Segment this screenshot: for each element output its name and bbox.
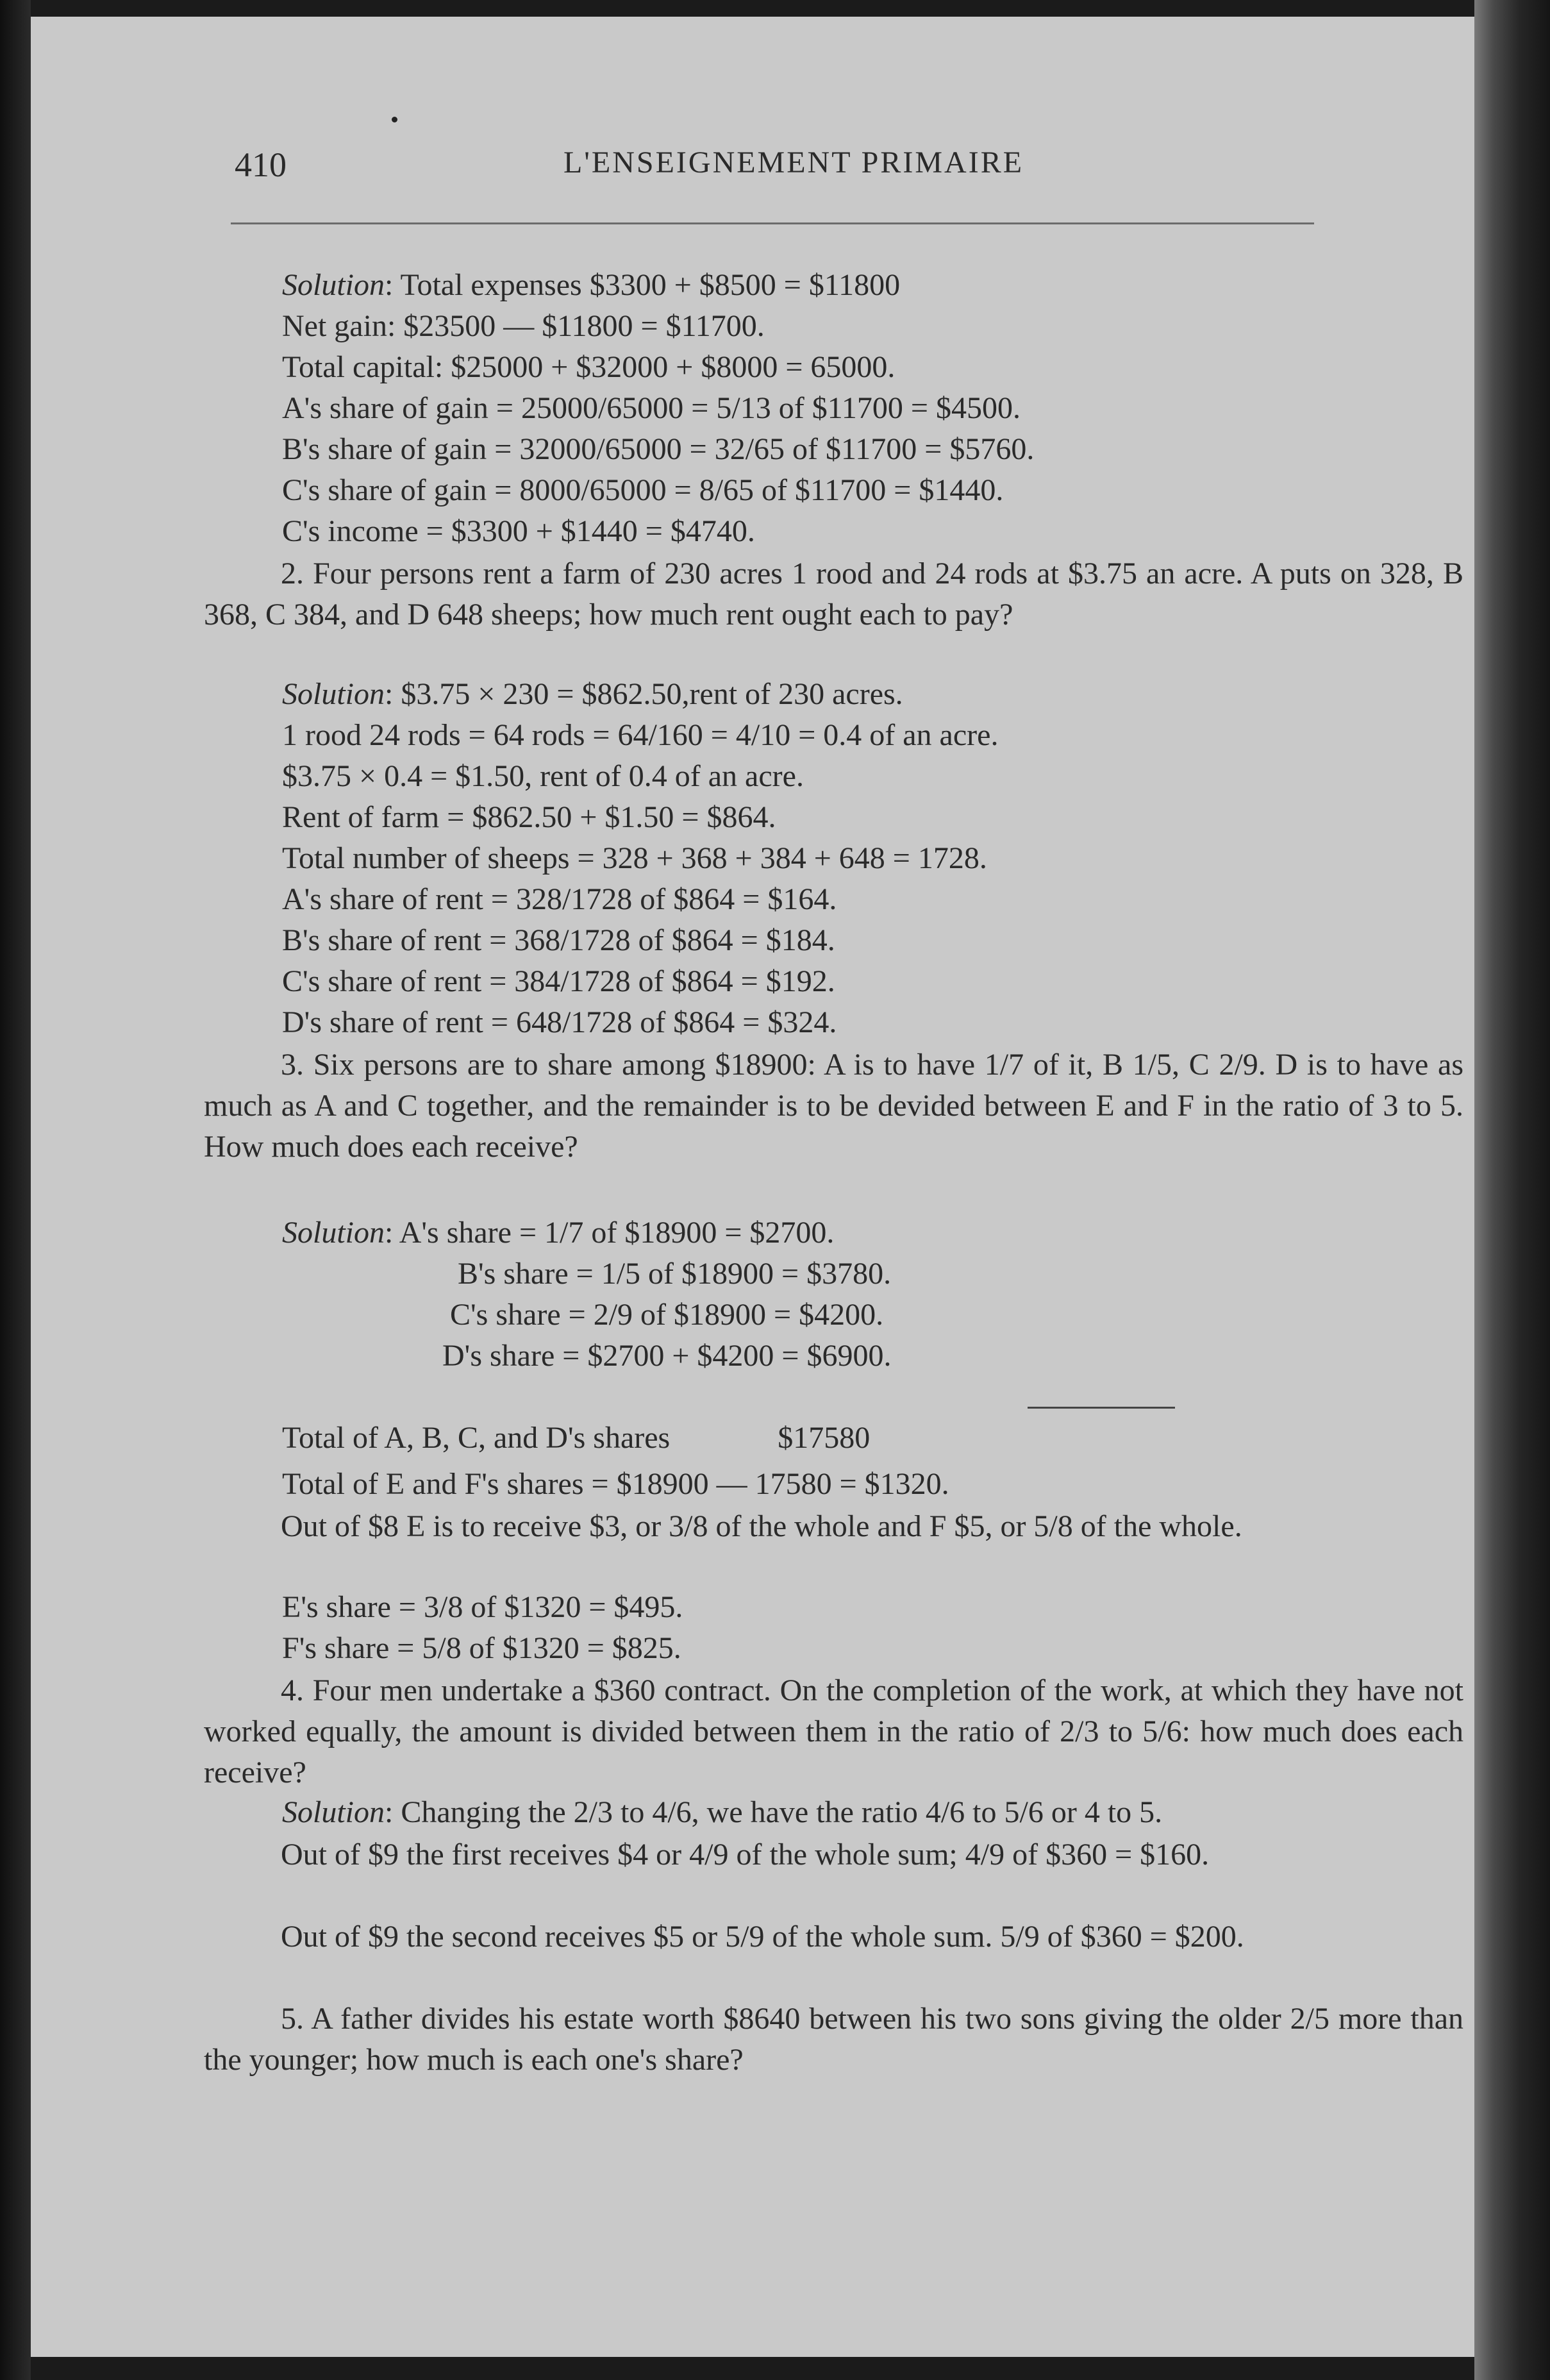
paragraph: 4. Four men undertake a $360 contract. On the completion of the work, at which they have not worked equally, the amount is divided between them in the ratio of 2/3 to 5/6: how much does each receive? [204,1673,1463,1789]
paragraph: 5. A father divides his estate worth $8640 between his two sons giving the older 2/5 more than the younger; how much is each one's share? [204,2002,1463,2077]
text-line [282,1003,837,1042]
line-text: Rent of farm = $862.50 + $1.50 = $864. [282,800,776,834]
paragraph: 2. Four persons rent a farm of 230 acres 1 rood and 24 rods at $3.75 an acre. A puts on 328, B 368, C 384, and D 648 sheeps; how much rent ought each to pay? [204,557,1463,632]
text-line [282,1419,870,1457]
solution-label: Solution [282,268,385,302]
text-line [282,266,900,305]
line-text: Total of E and F's shares = $18900 — 17580 = $1320. [282,1467,949,1501]
line-text: D's share = $2700 + $4200 = $6900. [442,1339,892,1373]
line-text: : Total expenses $3300 + $8500 = $11800 [385,268,901,302]
line-text: E's share = 3/8 of $1320 = $495. [282,1590,683,1624]
line-text: Total of A, B, C, and D's shares $17580 [282,1421,871,1455]
line-text: B's share = 1/5 of $18900 = $3780. [442,1257,892,1291]
solution-label: Solution [282,1795,385,1829]
text-line [282,962,835,1001]
scan-gutter [1474,0,1550,2380]
text-line [442,1337,891,1375]
text-line [282,389,1021,428]
text-line [282,921,835,960]
text-line [282,1214,834,1252]
text-line [282,307,765,346]
sum-rule [1028,1407,1175,1409]
ink-dot [392,117,397,122]
line-text: C's share = 2/9 of $18900 = $4200. [442,1298,884,1332]
line-text: 1 rood 24 rods = 64 rods = 64/160 = 4/10 = 0.4 of an acre. [282,718,999,752]
line-text: Net gain: $23500 — $11800 = $11700. [282,309,765,343]
page-number: 410 [235,146,287,184]
page-header [31,145,1505,196]
paragraph: Out of $9 the second receives $5 or 5/9 of the whole sum. 5/9 of $360 = $200. [281,1920,1244,1954]
paragraph: Out of $8 E is to receive $3, or 3/8 of the whole and F $5, or 5/8 of the whole. [281,1509,1242,1543]
text-line [282,716,998,755]
text-line [282,839,987,878]
line-text: D's share of rent = 648/1728 of $864 = $324. [282,1005,837,1039]
solution-label: Solution [282,677,385,711]
text-line [282,1793,1162,1832]
line-text: C's income = $3300 + $1440 = $4740. [282,514,755,548]
line-text: : A's share = 1/7 of $18900 = $2700. [385,1216,835,1250]
text-line [282,471,1003,510]
line-text: A's share of gain = 25000/65000 = 5/13 of $11700 = $4500. [282,391,1021,425]
running-title: L'ENSEIGNEMENT PRIMAIRE [563,146,1024,180]
text-line [282,1465,949,1504]
line-text: A's share of rent = 328/1728 of $864 = $164. [282,882,837,916]
text-line [282,430,1034,469]
paragraph: Out of $9 the first receives $4 or 4/9 of the whole sum; 4/9 of $360 = $160. [281,1838,1210,1872]
line-text: B's share of gain = 32000/65000 = 32/65 of $11700 = $5760. [282,432,1035,466]
text-line [282,675,903,714]
line-text: : $3.75 × 230 = $862.50,rent of 230 acres. [385,677,903,711]
scan-left-edge [0,0,31,2380]
solution-label: Solution [282,1216,385,1250]
line-text: Total number of sheeps = 328 + 368 + 384 + 648 = 1728. [282,841,987,875]
text-line [282,348,895,387]
line-text: $3.75 × 0.4 = $1.50, rent of 0.4 of an acre. [282,759,804,793]
text-line [282,880,837,919]
line-text: F's share = 5/8 of $1320 = $825. [282,1631,681,1665]
book-page [31,17,1505,2357]
line-text: : Changing the 2/3 to 4/6, we have the ratio 4/6 to 5/6 or 4 to 5. [385,1795,1163,1829]
line-text: C's share of gain = 8000/65000 = 8/65 of $11700 = $1440. [282,473,1004,507]
header-rule [231,222,1314,224]
text-line [282,1588,683,1627]
text-line [282,757,804,796]
line-text: C's share of rent = 384/1728 of $864 = $192. [282,964,835,998]
text-line [282,798,776,837]
text-line [282,1629,681,1668]
text-line [442,1255,891,1293]
text-line [442,1296,883,1334]
line-text: Total capital: $25000 + $32000 + $8000 = 65000. [282,350,896,384]
paragraph: 3. Six persons are to share among $18900: A is to have 1/7 of it, B 1/5, C 2/9. D is to have as much as A and C together, and the remainder is to be devided between E and F in the ratio of 3 to 5. How much does each receive? [204,1048,1463,1164]
text-line [282,512,755,551]
line-text: B's share of rent = 368/1728 of $864 = $184. [282,923,835,957]
